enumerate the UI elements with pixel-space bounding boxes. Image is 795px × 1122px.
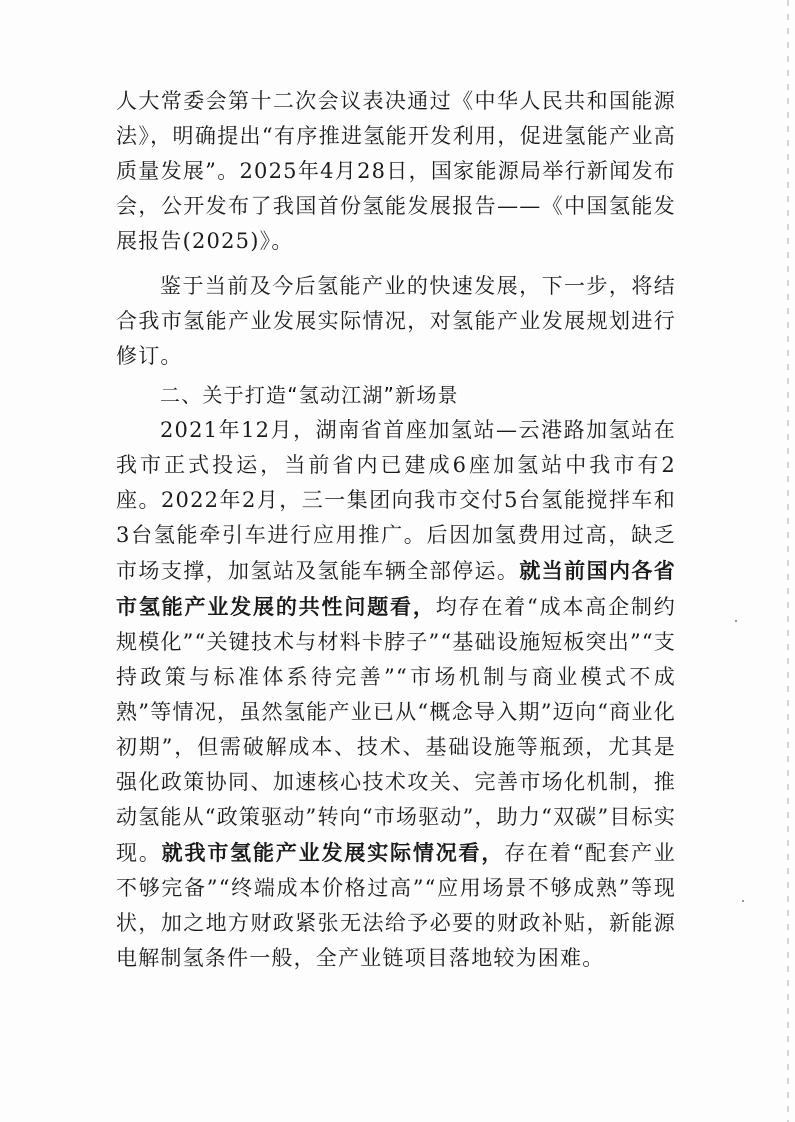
bold-lead-local-situation: 就我市氢能产业发展实际情况看，: [161, 840, 505, 865]
paragraph-text: 2021年12月，湖南省首座加氢站—云港路加氢站在我市正式投运，当前省内已建成6座加氢站中我市有2座。2022年2月，三一集团向我市交付5台氢能搅拌车和3台氢能牵引车进行应用推广。后因加氢费用过高，缺乏市场支撑，加氢站及氢能车辆全部停运。: [116, 418, 676, 583]
scan-speck: [735, 620, 737, 622]
paragraph-hydrogen-status: [116, 413, 676, 976]
bold-lead-common-issues: 就当前国内各省市氢能产业发展的共性问题看，: [116, 558, 676, 619]
scan-edge-artifact: [787, 0, 789, 1122]
document-body: [116, 84, 676, 976]
scan-speck: [742, 900, 744, 902]
paragraph-text: 存在着“配套产业不够完备”“终端成本价格过高”“应用场景不够成熟”等现状，加之地方财政紧张无法给予必要的财政补贴，新能源电解制氢条件一般，全产业链项目落地较为困难。: [116, 841, 676, 970]
paragraph-gap: [116, 259, 676, 269]
paragraph-energy-law: 人大常委会第十二次会议表决通过《中华人民共和国能源法》，明确提出“有序推进氢能开发利用，促进氢能产业高质量发展”。2025年4月28日，国家能源局举行新闻发布会，公开发布了我国首份氢能发展报告——《中国氢能发展报告(2025)》。: [116, 89, 676, 253]
paragraph-text: 均存在着“成本高企制约规模化”“关键技术与材料卡脖子”“基础设施短板突出”“支持政策与标准体系待完善”“市场机制与商业模式不成熟”等情况，虽然氢能产业已从“概念导入期”迈向“商业化初期”，但需破解成本、技术、基础设施等瓶颈，尤其是强化政策协同、加速核心技术攻关、完善市场化机制，推动氢能从“政策驱动”转向“市场驱动”，助力“双碳”目标实现。: [116, 595, 677, 865]
paragraph-next-step: 鉴于当前及今后氢能产业的快速发展，下一步，将结合我市氢能产业发展实际情况，对氢能产业发展规划进行修订。: [116, 274, 676, 368]
section-heading: 二、关于打造“氢动江湖”新场景: [160, 383, 459, 407]
